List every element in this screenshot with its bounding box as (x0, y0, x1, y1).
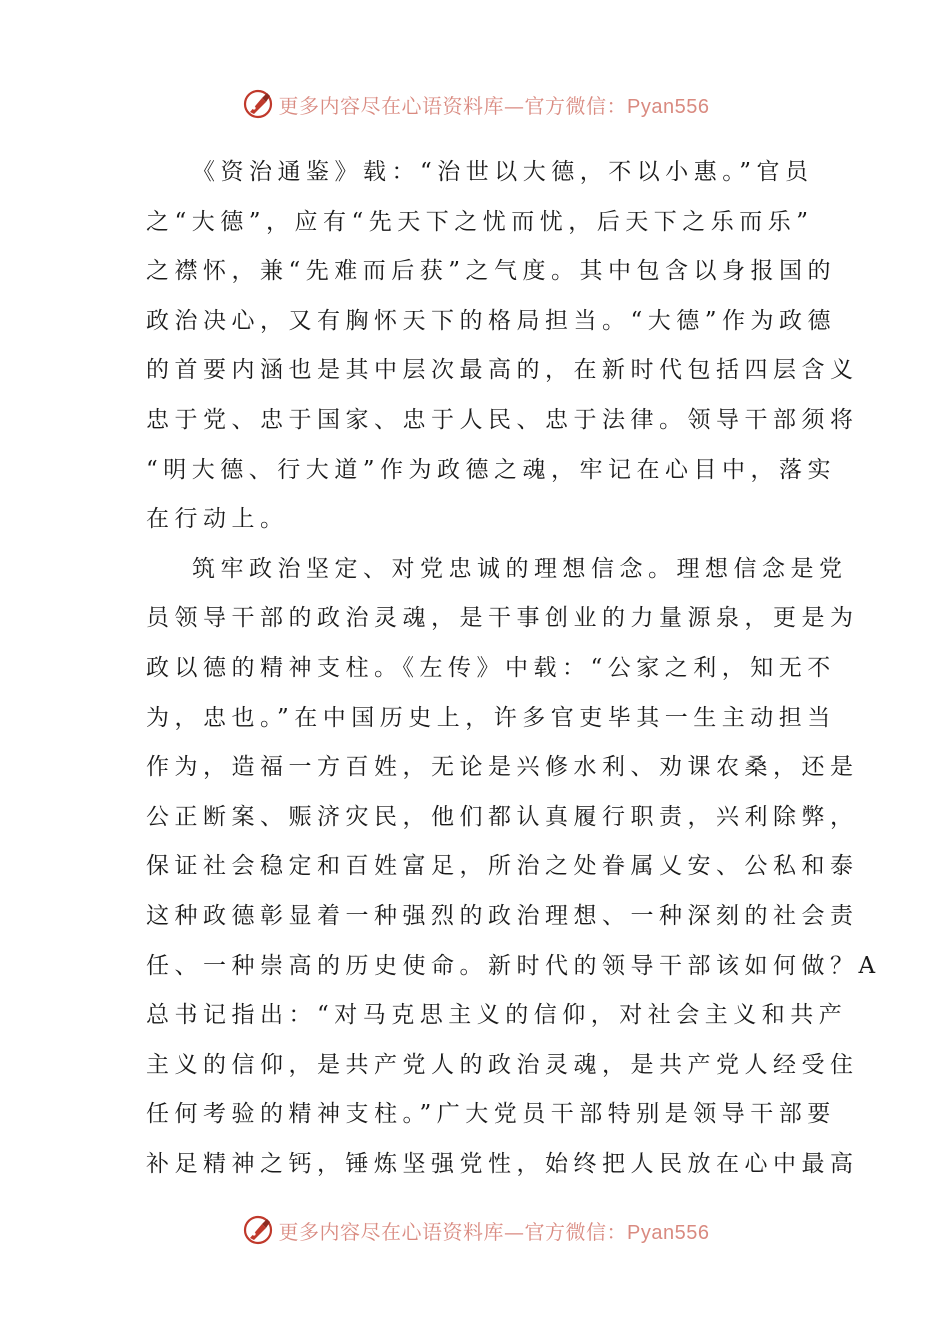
text-line: 为，忠也。”在中国历史上，许多官吏毕其一生主动担当 (146, 704, 836, 731)
footer-banner-text: 更多内容尽在心语资料库—官方微信：Pyan556 (278, 1219, 710, 1244)
header-banner (0, 84, 950, 124)
text-line: 忠于党、忠于国家、忠于人民、忠于法律。领导干部须将 (146, 406, 859, 433)
text-line: 作为，造福一方百姓，无论是兴修水利、劝课农桑，还是 (146, 754, 859, 781)
text-line: 员领导干部的政治灵魂，是干事创业的力量源泉，更是为 (146, 605, 859, 632)
header-banner-text: 更多内容尽在心语资料库—官方微信：Pyan556 (278, 93, 710, 118)
pen-nib-logo-icon (241, 1213, 275, 1247)
text-line: 政以德的精神支柱。《左传》中载：“公家之利，知无不 (146, 654, 836, 681)
text-line: 在行动上。 (146, 506, 289, 533)
document-body (146, 148, 881, 1189)
text-line: 之“大德”，应有“先天下之忧而忧，后天下之乐而乐” (146, 208, 814, 235)
text-line: 任何考验的精神支柱。”广大党员干部特别是领导干部要 (146, 1101, 836, 1128)
text-line: 主义的信仰，是共产党人的政治灵魂，是共产党人经受住 (146, 1051, 859, 1078)
text-line: 《资治通鉴》载：“治世以大德，不以小惠。”官员 (192, 159, 814, 185)
text-line: 公正断案、赈济灾民，他们都认真履行职责，兴利除弊， (146, 803, 859, 830)
text-line: 筑牢政治坚定、对党忠诚的理想信念。理想信念是党 (192, 555, 848, 582)
text-line: 之襟怀，兼“先难而后获”之气度。其中包含以身报国的 (146, 258, 837, 285)
header-wechat-id: Pyan556 (627, 95, 710, 118)
footer-wechat-id: Pyan556 (627, 1221, 710, 1244)
text-line: 政治决心，又有胸怀天下的格局担当。“大德”作为政德 (146, 307, 837, 334)
pen-nib-logo-icon (241, 87, 275, 121)
text-line: “明大德、行大道”作为政德之魂，牢记在心目中，落实 (146, 456, 837, 483)
text-line: 补足精神之钙，锤炼坚强党性，始终把人民放在心中最高 (146, 1150, 859, 1177)
footer-banner (0, 1210, 950, 1250)
text-line: 的首要内涵也是其中层次最高的，在新时代包括四层含义 (146, 357, 859, 384)
text-line: 总书记指出：“对马克思主义的信仰，对社会主义和共产 (146, 1002, 848, 1029)
text-line: 任、一种崇高的历史使命。新时代的领导干部该如何做？A (146, 952, 881, 979)
text-line: 保证社会稳定和百姓富足，所治之处眷属乂安、公私和泰 (146, 853, 859, 880)
text-line: 这种政德彰显着一种强烈的政治理想、一种深刻的社会责 (146, 902, 859, 929)
